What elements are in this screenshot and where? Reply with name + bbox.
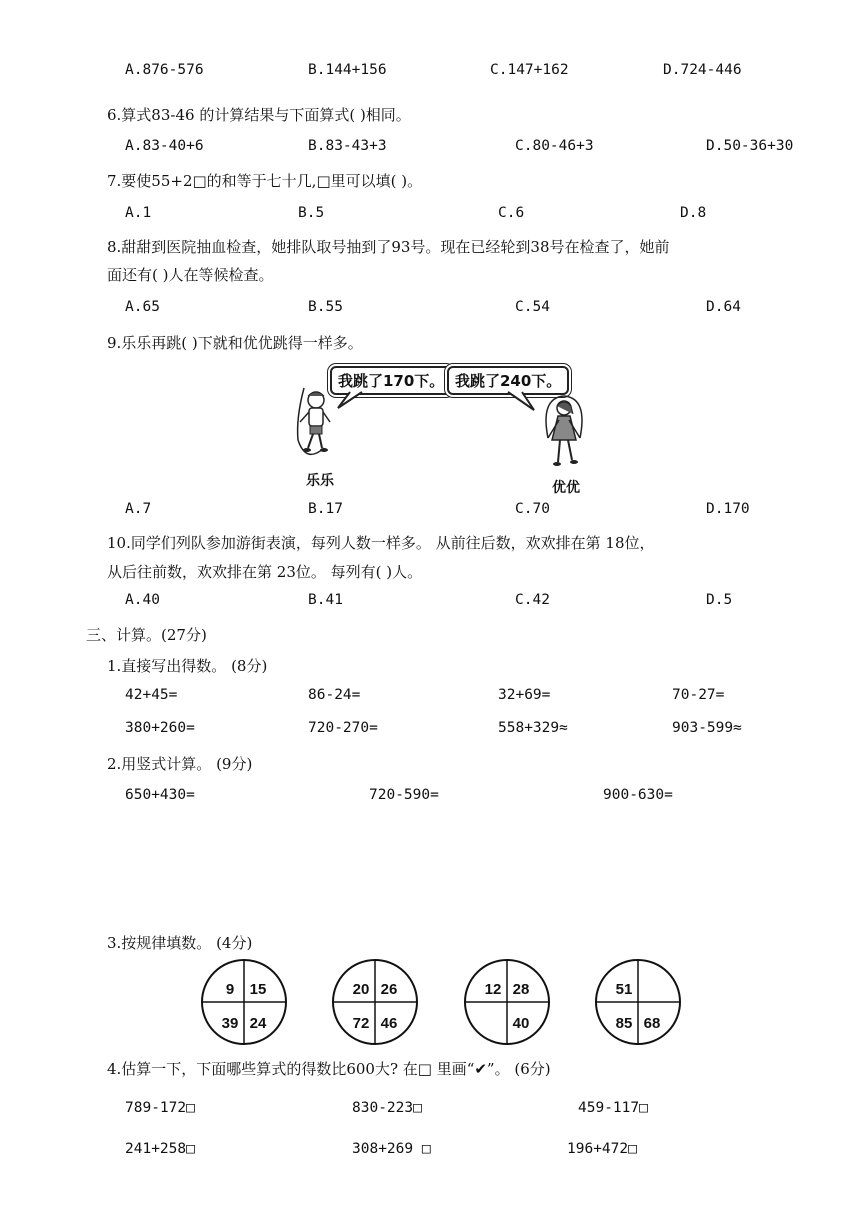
q10-option-c: C.42 (515, 592, 550, 608)
s1-title: 1.直接写出得数。 (8分) (107, 657, 268, 675)
circle-number: 26 (380, 981, 398, 998)
circle-number: 68 (643, 1015, 661, 1032)
q7-option-a: A.1 (125, 205, 152, 221)
s1-item: 380+260= (125, 720, 195, 736)
s2-item: 720-590= (369, 787, 439, 803)
q6-option-d: D.50-36+30 (706, 138, 794, 154)
q9-option-c: C.70 (515, 501, 550, 517)
q5-option-d: D.724-446 (663, 62, 742, 78)
s1-item: 903-599≈ (672, 720, 742, 736)
q7-text: 7.要使55+2□的和等于七十几,□里可以填( )。 (107, 172, 423, 190)
q8-option-b: B.55 (308, 299, 343, 315)
s1-item: 70-27= (672, 687, 725, 703)
q7-option-c: C.6 (498, 205, 525, 221)
q10-option-a: A.40 (125, 592, 160, 608)
pattern-circle-1 (202, 960, 286, 1044)
s2-title: 2.用竖式计算。 (9分) (107, 755, 253, 773)
q5-option-b: B.144+156 (308, 62, 387, 78)
circle-number: 24 (249, 1015, 267, 1032)
pattern-circle-4 (596, 960, 680, 1044)
circle-number: 39 (221, 1015, 239, 1032)
q8-option-a: A.65 (125, 299, 160, 315)
circle-number: 15 (249, 981, 267, 998)
q10-option-d: D.5 (706, 592, 733, 608)
q7-option-b: B.5 (298, 205, 325, 221)
s2-item: 900-630= (603, 787, 673, 803)
q6-option-b: B.83-43+3 (308, 138, 387, 154)
s4-title: 4.估算一下，下面哪些算式的得数比600大? 在□ 里画“✔”。 (6分) (107, 1060, 551, 1078)
circle-number: 40 (512, 1015, 530, 1032)
q9-option-a: A.7 (125, 501, 152, 517)
q10-option-b: B.41 (308, 592, 343, 608)
s4-item: 196+472□ (567, 1141, 637, 1157)
circle-number: 46 (380, 1015, 398, 1032)
speech-bubble-youyou: 我跳了240下。 (447, 366, 569, 395)
s1-item: 42+45= (125, 687, 178, 703)
s1-item: 86-24= (308, 687, 361, 703)
s4-item: 241+258□ (125, 1141, 195, 1157)
q10-text-line2: 从后往前数，欢欢排在第 23位。 每列有( )人。 (107, 563, 423, 581)
name-lele: 乐乐 (306, 473, 334, 489)
q9-text: 9.乐乐再跳( )下就和优优跳得一样多。 (107, 334, 363, 352)
circle-number: 20 (352, 981, 370, 998)
q10-text-line1: 10.同学们列队参加游街表演，每列人数一样多。 从前往后数，欢欢排在第 18位， (107, 534, 655, 552)
q8-text-line1: 8.甜甜到医院抽血检查，她排队取号抽到了93号。现在已经轮到38号在检查了，她前 (107, 238, 670, 256)
circle-number: 28 (512, 981, 530, 998)
q5-option-c: C.147+162 (490, 62, 569, 78)
pattern-circle-2 (333, 960, 417, 1044)
s1-item: 558+329≈ (498, 720, 568, 736)
section3-title: 三、计算。(27分) (86, 626, 207, 644)
q6-option-c: C.80-46+3 (515, 138, 594, 154)
circle-number: 51 (615, 981, 633, 998)
pattern-circle-3 (465, 960, 549, 1044)
q7-option-d: D.8 (680, 205, 707, 221)
s4-item: 459-117□ (578, 1100, 648, 1116)
s3-title: 3.按规律填数。 (4分) (107, 934, 253, 952)
s4-item: 830-223□ (352, 1100, 422, 1116)
q6-text: 6.算式83-46 的计算结果与下面算式( )相同。 (107, 106, 411, 124)
q5-option-a: A.876-576 (125, 62, 204, 78)
q8-text-line2: 面还有( )人在等候检查。 (107, 266, 274, 284)
s1-item: 32+69= (498, 687, 551, 703)
circle-number: 85 (615, 1015, 633, 1032)
speech-bubble-lele: 我跳了170下。 (330, 366, 452, 395)
s4-item: 789-172□ (125, 1100, 195, 1116)
q8-option-c: C.54 (515, 299, 550, 315)
s2-item: 650+430= (125, 787, 195, 803)
q9-option-b: B.17 (308, 501, 343, 517)
q8-option-d: D.64 (706, 299, 741, 315)
circle-number: 9 (225, 981, 235, 998)
circle-number: 72 (352, 1015, 370, 1032)
s1-item: 720-270= (308, 720, 378, 736)
circle-number: 12 (484, 981, 502, 998)
s4-item: 308+269 □ (352, 1141, 431, 1157)
q6-option-a: A.83-40+6 (125, 138, 204, 154)
q9-option-d: D.170 (706, 501, 750, 517)
name-youyou: 优优 (552, 480, 580, 496)
